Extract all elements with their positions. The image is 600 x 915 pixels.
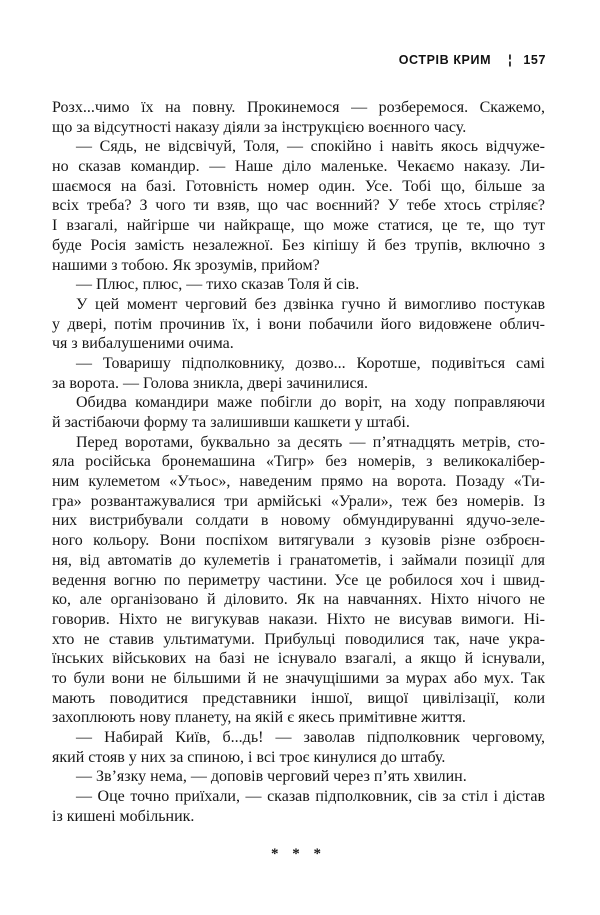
text-line: — Набирай Київ, б...дь! — заволав підполковник черговому, — [76, 729, 545, 746]
text-line: ного кольору. Вони поспіхом витягували з кузовів різне озброєн- — [52, 532, 545, 550]
text-line: за ворота. — Голова зникла, двері зачинилися. — [52, 374, 368, 392]
text-line: із кишені мобільник. — [52, 807, 195, 825]
paragraph — [52, 275, 545, 295]
text-line: Розх...чимо їх на повну. Прокинемося — розберемося. Скажемо, — [52, 99, 545, 116]
text-line: Перед воротами, буквально за десять — п’ятнадцять метрів, сто- — [76, 433, 545, 451]
text-line: У цей момент черговий без дзвінка гучно й вимогливо постукав — [76, 295, 545, 313]
text-line: І взагалі, найгірше чи найкраще, що може статися, це те, що тут — [52, 217, 545, 235]
text-line: ко, але організовано й діловито. Як на навчаннях. Ніхто нічого не — [52, 591, 545, 609]
page-number: 157 — [523, 53, 546, 67]
text-line: яла російська бронемашина «Тигр» без номерів, з великокалібер- — [52, 453, 545, 471]
text-line: хто не ставив ультиматуми. Прибульці поводилися так, наче укра- — [52, 630, 545, 648]
text-line: шаємося на базі. Готовність номер один. Усе. Тобі що, більше за — [52, 177, 545, 195]
text-line: них вистрибували солдати в новому обмундируванні ядучо-зеле- — [52, 512, 545, 530]
paragraph — [52, 295, 545, 354]
text-line: — Плюс, плюс, — тихо сказав Толя й сів. — [76, 276, 360, 294]
paragraph — [52, 354, 545, 393]
paragraph — [52, 728, 545, 767]
text-line: — Оце точно приїхали, — сказав підполковник, сів за стіл і дістав — [76, 788, 545, 806]
paragraph — [52, 393, 545, 432]
text-line: говорив. Ніхто не вигукував накази. Ніхто не висував вимоги. Ні- — [52, 610, 545, 628]
text-line: захоплюють нову планету, на якій є якесь примітивне життя. — [52, 709, 466, 727]
text-line: — Зв’язку нема, — доповів черговий через п’ять хвилин. — [76, 768, 467, 786]
text-line: но сказав командир. — Наше діло маленьке. Чекаємо наказу. Ли- — [52, 158, 545, 176]
running-head-title: ОСТРІВ КРИМ — [398, 52, 492, 68]
text-line: — Товаришу підполковнику, дозво... Коротше, подивіться самі — [76, 354, 545, 372]
text-line: то були вони не більшими й не значущішими за мурах або мух. Так — [52, 669, 545, 687]
paragraph — [52, 767, 545, 787]
paragraph — [52, 137, 545, 275]
text-line: буде Росія замість незалежної. Без кіпішу й без трупів, включно з — [52, 236, 545, 254]
paragraph — [52, 787, 545, 826]
text-line: нашими з тобою. Як зрозумів, прийом? — [52, 256, 320, 274]
text-line: й застібаючи форму та залишивши кашкети у штабі. — [52, 414, 410, 431]
paragraph — [52, 98, 545, 137]
text-line: — Сядь, не відсвічуй, Толя, — спокійно і навіть якось відчуже- — [76, 138, 545, 156]
text-line: ведення вогню по периметру частини. Усе це робилося хоч і швид- — [52, 571, 545, 589]
text-line: чя з вибалушеними очима. — [52, 335, 234, 353]
running-head-separator-icon: ¦ — [508, 52, 513, 67]
text-line: Обидва командири маже побігли до воріт, на ходу поправляючи — [76, 394, 545, 412]
text-line: у двері, потім прочинив їх, і вони побачили його видовжене облич- — [52, 315, 545, 333]
section-break: * * * — [271, 846, 326, 862]
text-line: мають поводитися представники іншої, вищої цивілізації, коли — [52, 689, 545, 707]
body-text — [52, 98, 545, 826]
text-line: їнських військових на базі не існувало взагалі, а якщо й існували, — [52, 650, 545, 668]
text-line: який стояв у них за спиною, і всі троє кинулися до штабу. — [52, 748, 446, 766]
text-line: гра» розвантажувалися три армійські «Урали», теж без номерів. Із — [52, 492, 545, 510]
text-line: ня, від автоматів до кулеметів і гранатометів, і займали позиції для — [52, 551, 545, 569]
text-line: що за відсутності наказу діяли за інструкцією воєнного часу. — [52, 118, 467, 136]
paragraph — [52, 433, 545, 728]
running-head — [399, 52, 546, 67]
text-line: всіх треба? З чого ти взяв, що час воєнний? У тебе хтось стріляє? — [52, 197, 545, 215]
text-line: ним кулеметом «Утьос», наведеним прямо на ворота. Позаду «Ти- — [52, 473, 545, 491]
